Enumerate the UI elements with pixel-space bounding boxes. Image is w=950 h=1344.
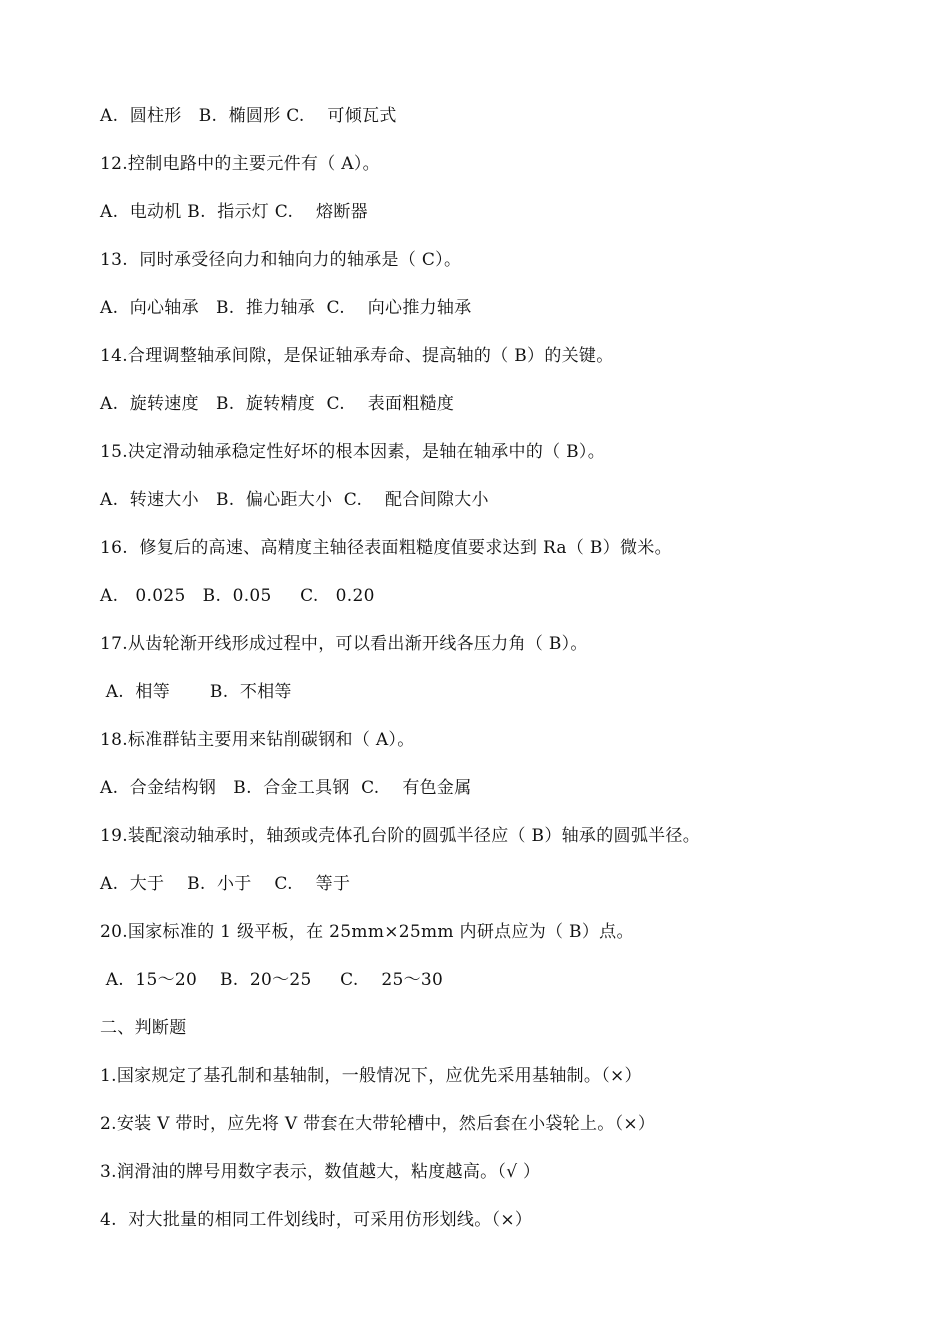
section-heading: 二、判断题 (100, 1018, 187, 1038)
judgment-item: 4. 对大批量的相同工件划线时，可采用仿形划线。（×） (100, 1210, 533, 1230)
judgment-item: 1.国家规定了基孔制和基轴制，一般情况下，应优先采用基轴制。（×） (100, 1066, 642, 1086)
question-line: 15.决定滑动轴承稳定性好坏的根本因素，是轴在轴承中的（ B）。 (100, 442, 606, 462)
question-line: 17.从齿轮渐开线形成过程中，可以看出渐开线各压力角（ B）。 (100, 634, 588, 654)
option-line: A. 相等 B. 不相等 (100, 682, 292, 702)
question-line: 13. 同时承受径向力和轴向力的轴承是（ C）。 (100, 250, 462, 270)
judgment-item: 3.润滑油的牌号用数字表示，数值越大，粘度越高。（√ ） (100, 1162, 541, 1182)
option-line: A. 电动机 B. 指示灯 C. 熔断器 (100, 202, 368, 222)
option-line: A. 合金结构钢 B. 合金工具钢 C. 有色金属 (100, 778, 472, 798)
question-line: 16. 修复后的高速、高精度主轴径表面粗糙度值要求达到 Ra（ B）微米。 (100, 538, 672, 558)
option-line: A. 15～20 B. 20～25 C. 25～30 (100, 970, 444, 990)
question-line: 12.控制电路中的主要元件有（ A）。 (100, 154, 380, 174)
question-line: 18.标准群钻主要用来钻削碳钢和（ A）。 (100, 730, 415, 750)
question-line: 19.装配滚动轴承时，轴颈或壳体孔台阶的圆弧半径应（ B）轴承的圆弧半径。 (100, 826, 701, 846)
option-line: A. 0.025 B. 0.05 C. 0.20 (100, 586, 375, 606)
question-line: 20.国家标准的 1 级平板，在 25mm×25mm 内研点应为（ B）点。 (100, 922, 634, 942)
option-line: A. 圆柱形 B. 椭圆形 C. 可倾瓦式 (100, 106, 397, 126)
option-line: A. 转速大小 B. 偏心距大小 C. 配合间隙大小 (100, 490, 489, 510)
question-line: 14.合理调整轴承间隙，是保证轴承寿命、提高轴的（ B）的关键。 (100, 346, 614, 366)
option-line: A. 旋转速度 B. 旋转精度 C. 表面粗糙度 (100, 394, 455, 414)
option-line: A. 向心轴承 B. 推力轴承 C. 向心推力轴承 (100, 298, 472, 318)
option-line: A. 大于 B. 小于 C. 等于 (100, 874, 351, 894)
judgment-item: 2.安装 V 带时，应先将 V 带套在大带轮槽中，然后套在小袋轮上。（×） (100, 1114, 656, 1134)
